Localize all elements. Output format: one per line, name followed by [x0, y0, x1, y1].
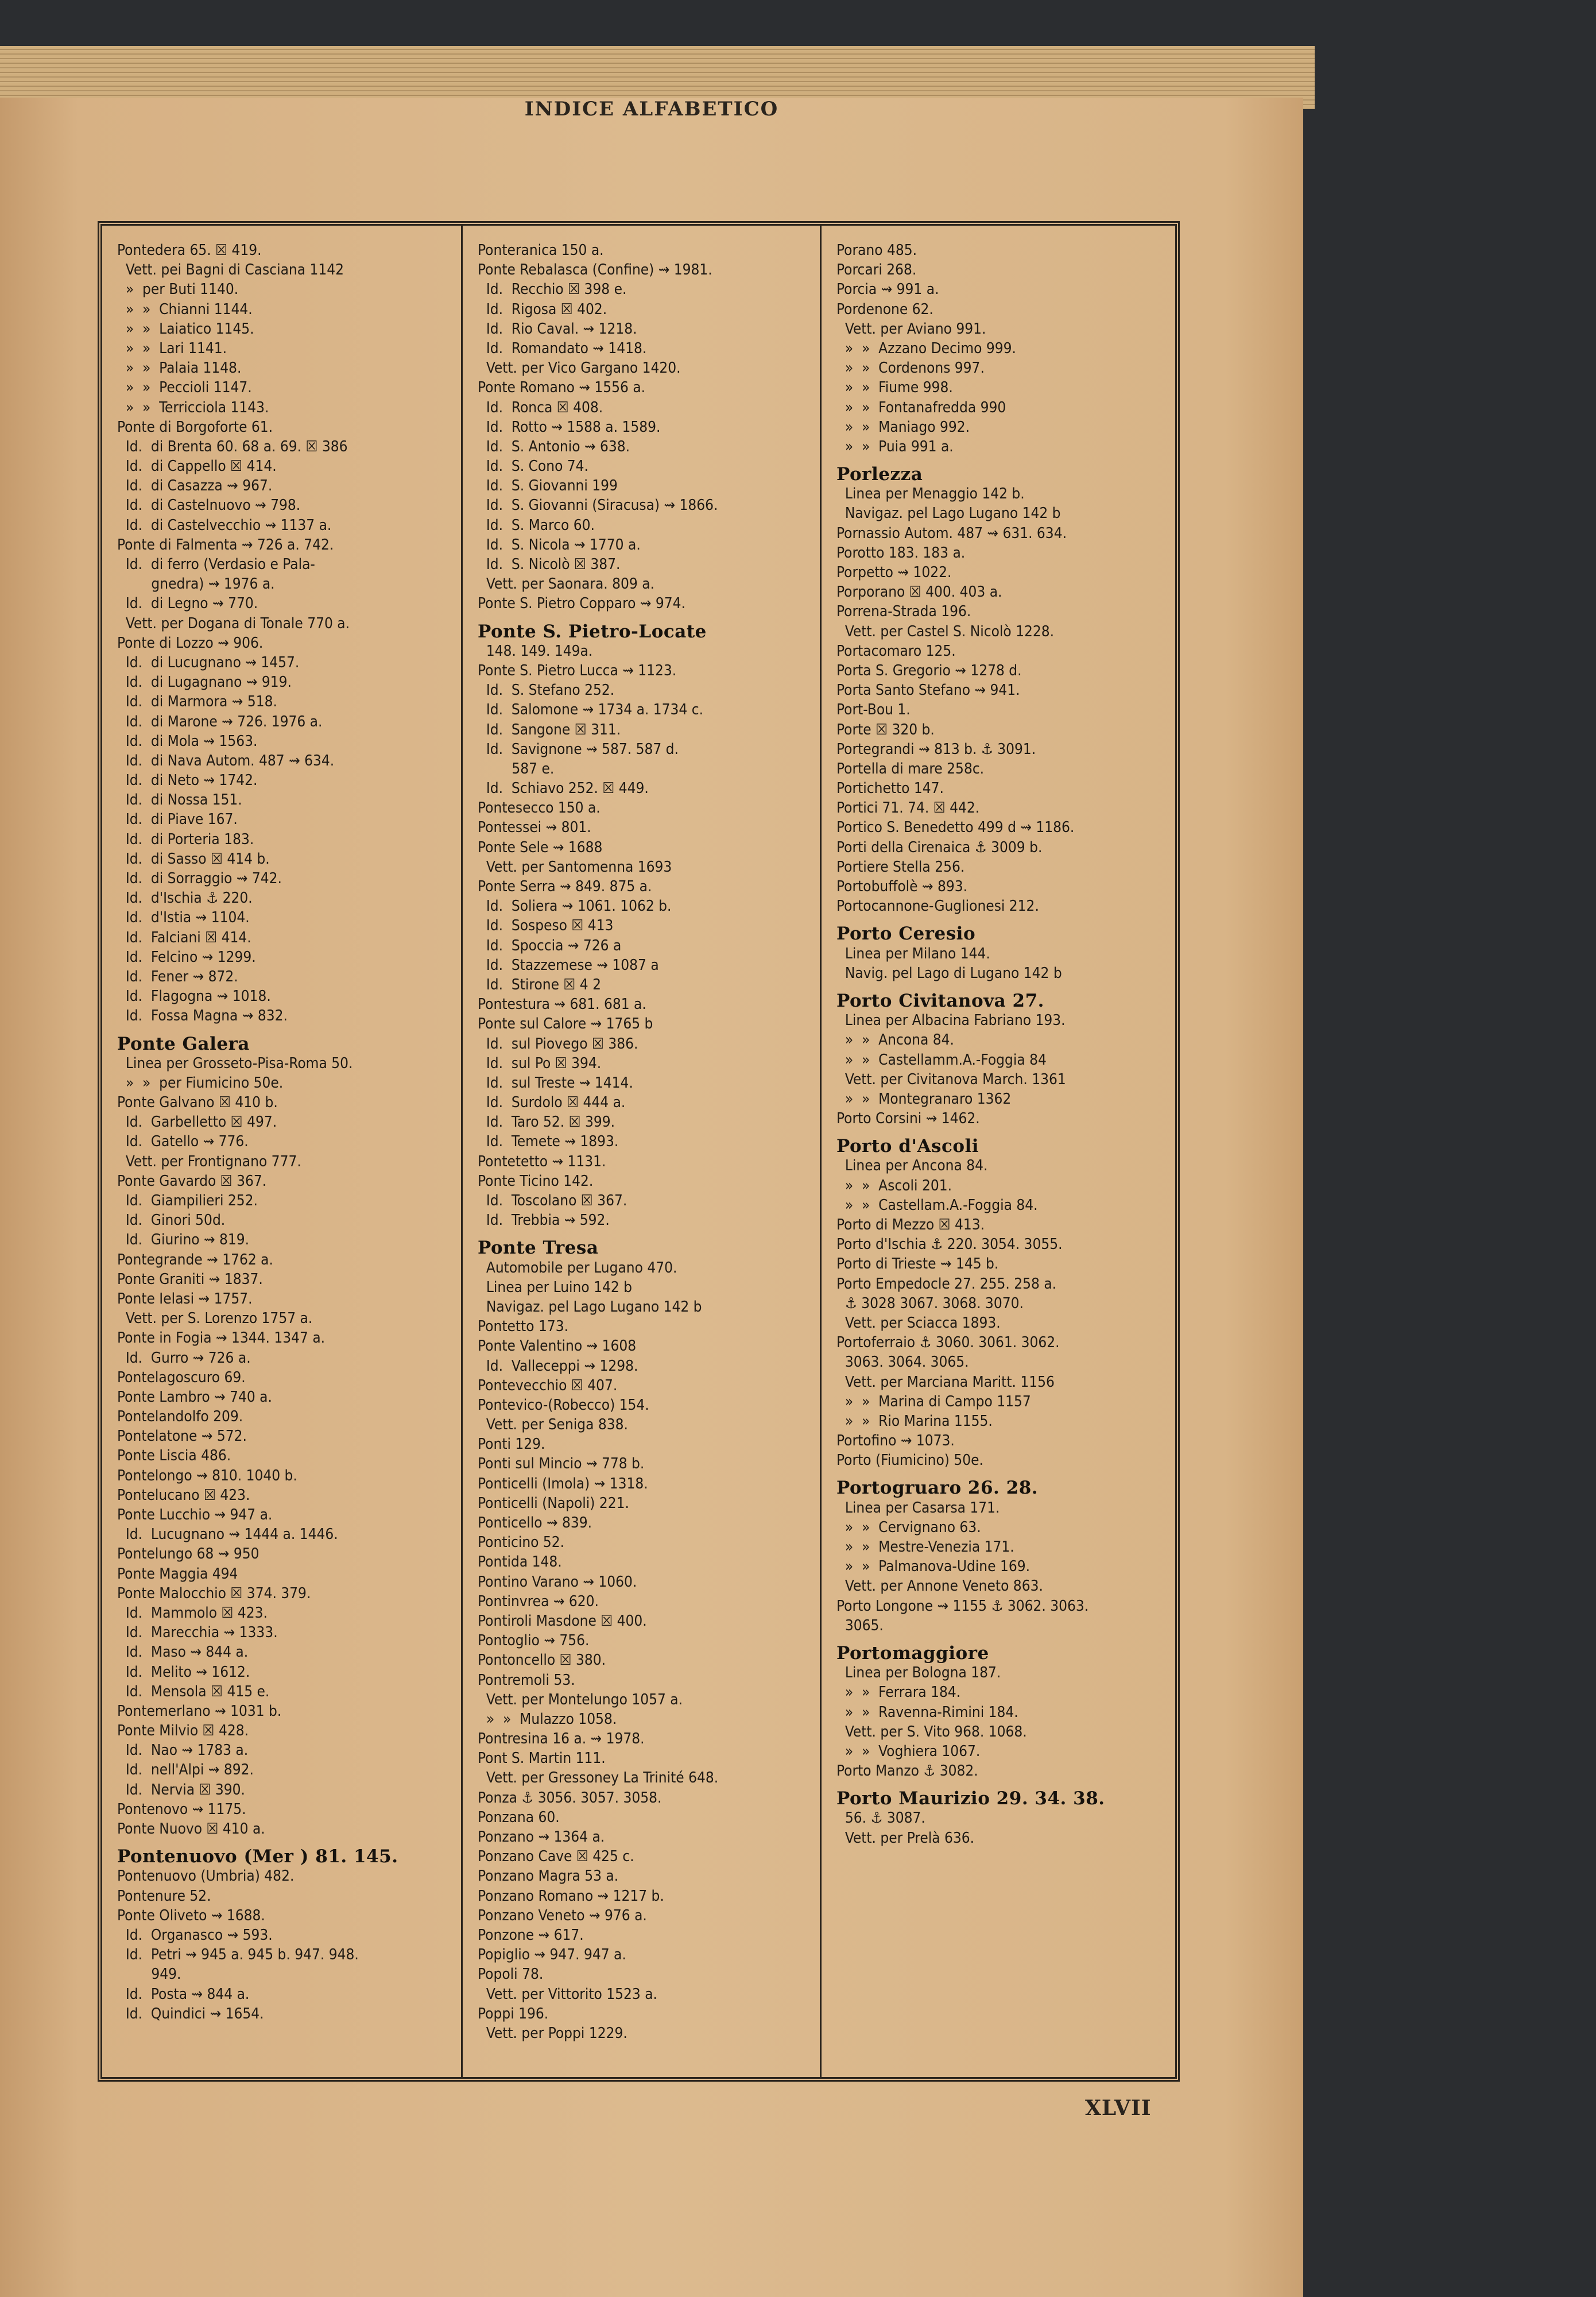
index-entry: » » Palmanova-Udine 169.: [836, 1558, 1031, 1576]
index-entry: Vett. per S. Lorenzo 1757 a.: [117, 1310, 313, 1328]
index-entry: 148. 149. 149a.: [478, 642, 593, 660]
index-entry: Id. Posta ⇝ 844 a.: [117, 1985, 250, 2003]
index-entry: Portobuffolè ⇝ 893.: [836, 878, 968, 895]
index-entry: Pontoglio ⇝ 756.: [478, 1632, 590, 1650]
index-entry: Id. di Nossa 151.: [117, 791, 242, 809]
index-entry: Ponte S. Pietro Copparo ⇝ 974.: [478, 595, 685, 613]
index-entry: Porto di Trieste ⇝ 145 b.: [836, 1255, 999, 1273]
index-entry: Ponticino 52.: [478, 1534, 565, 1552]
index-entry: Id. Garbelletto ☒ 497.: [117, 1113, 277, 1131]
index-entry: Id. di Porteria 183.: [117, 830, 254, 848]
index-entry: Pontegrande ⇝ 1762 a.: [117, 1251, 273, 1269]
index-entry: Id. di ferro (Verdasio e Pala-: [117, 556, 315, 573]
index-entry: Id. Gurro ⇝ 726 a.: [117, 1349, 251, 1367]
index-entry: Ponte Serra ⇝ 849. 875 a.: [478, 878, 652, 895]
index-entry: 56. ⚓ 3087.: [836, 1809, 925, 1827]
index-entry: Id. Ronca ☒ 408.: [478, 399, 603, 416]
index-entry: Id. Surdolo ☒ 444 a.: [478, 1094, 626, 1112]
index-entry: » » Fiume 998.: [836, 379, 953, 397]
index-entry: Vett. per Seniga 838.: [478, 1416, 628, 1434]
index-entry: Pontevecchio ☒ 407.: [478, 1376, 618, 1394]
index-entry: » » Lari 1141.: [117, 339, 227, 357]
page-folio: XLVII: [1085, 2096, 1152, 2120]
index-heading: Ponte S. Pietro-Locate: [478, 621, 707, 642]
index-entry: Linea per Bologna 187.: [836, 1664, 1001, 1682]
index-entry: gnedra) ⇝ 1976 a.: [117, 575, 275, 593]
index-entry: Navigaz. pel Lago Lugano 142 b: [836, 505, 1061, 523]
index-entry: Pontedera 65. ☒ 419.: [117, 242, 262, 259]
index-entry: Portella di mare 258c.: [836, 760, 985, 778]
index-entry: Linea per Ancona 84.: [836, 1157, 988, 1175]
index-entry: Pont S. Martin 111.: [478, 1750, 606, 1768]
index-entry: » » Rio Marina 1155.: [836, 1412, 993, 1430]
index-entry: Id. Schiavo 252. ☒ 449.: [478, 780, 649, 798]
index-entry: » » Terricciola 1143.: [117, 399, 269, 416]
index-entry: Id. S. Marco 60.: [478, 516, 595, 534]
index-entry: Id. nell'Alpi ⇝ 892.: [117, 1761, 254, 1779]
index-entry: Id. di Nava Autom. 487 ⇝ 634.: [117, 752, 335, 769]
index-entry: Porotto 183. 183 a.: [836, 544, 966, 562]
index-entry: Pontelongo ⇝ 810. 1040 b.: [117, 1467, 297, 1484]
index-entry: Ponte S. Pietro Lucca ⇝ 1123.: [478, 662, 677, 679]
index-entry: Pontinvrea ⇝ 620.: [478, 1592, 599, 1610]
index-entry: Vett. per Dogana di Tonale 770 a.: [117, 614, 350, 632]
index-entry: Porta S. Gregorio ⇝ 1278 d.: [836, 662, 1022, 679]
index-entry: Id. Taro 52. ☒ 399.: [478, 1113, 615, 1131]
index-entry: » » Azzano Decimo 999.: [836, 339, 1016, 357]
index-entry: Id. di Brenta 60. 68 a. 69. ☒ 386: [117, 438, 348, 455]
index-entry: » » Castellam.A.-Foggia 84.: [836, 1196, 1038, 1214]
index-entry: Vett. pei Bagni di Casciana 1142: [117, 261, 344, 279]
index-entry: Pontresina 16 a. ⇝ 1978.: [478, 1730, 645, 1748]
index-entry: Pordenone 62.: [836, 300, 933, 318]
index-entry: Id. Petri ⇝ 945 a. 945 b. 947. 948.: [117, 1946, 359, 1964]
index-entry: Linea per Menaggio 142 b.: [836, 485, 1025, 503]
index-entry: 3063. 3064. 3065.: [836, 1354, 969, 1371]
index-entry: Pontida 148.: [478, 1553, 562, 1571]
index-entry: Vett. per Sciacca 1893.: [836, 1314, 1001, 1332]
index-entry: Porcari 268.: [836, 261, 917, 279]
index-entry: Pontevico-(Robecco) 154.: [478, 1396, 649, 1414]
index-heading: Pontenuovo (Mer ) 81. 145.: [117, 1846, 398, 1867]
index-entry: Ponteranica 150 a.: [478, 242, 604, 259]
index-entry: Pontestura ⇝ 681. 681 a.: [478, 996, 646, 1014]
index-entry: Ponzone ⇝ 617.: [478, 1926, 584, 1944]
index-entry: Porto d'Ischia ⚓ 220. 3054. 3055.: [836, 1236, 1063, 1254]
index-entry: Id. Rotto ⇝ 1588 a. 1589.: [478, 418, 661, 436]
index-entry: Id. di Cappello ☒ 414.: [117, 458, 277, 475]
index-entry: 3065.: [836, 1617, 884, 1634]
index-entry: Id. Stirone ☒ 4 2: [478, 976, 601, 993]
index-entry: Id. di Legno ⇝ 770.: [117, 595, 258, 613]
index-entry: Ponti 129.: [478, 1436, 545, 1453]
index-column-3: [820, 226, 1175, 2077]
index-entry: Popoli 78.: [478, 1966, 544, 1983]
index-entry: Id. Toscolano ☒ 367.: [478, 1192, 627, 1209]
index-entry: Portiere Stella 256.: [836, 858, 965, 876]
index-entry: » » Cordenons 997.: [836, 359, 985, 377]
index-entry: Ponte Gavardo ☒ 367.: [117, 1172, 267, 1190]
index-entry: » » Marina di Campo 1157: [836, 1393, 1031, 1410]
index-entry: » » Ferrara 184.: [836, 1684, 961, 1702]
index-entry: Id. Salomone ⇝ 1734 a. 1734 c.: [478, 701, 704, 719]
index-entry: Ponte Ielasi ⇝ 1757.: [117, 1290, 253, 1308]
index-entry: Id. Recchio ☒ 398 e.: [478, 281, 627, 299]
index-entry: 949.: [117, 1966, 181, 1983]
index-entry: Pontesecco 150 a.: [478, 799, 601, 817]
index-entry: Id. Marecchia ⇝ 1333.: [117, 1624, 278, 1642]
index-frame: [98, 221, 1180, 2082]
index-entry: Poppi 196.: [478, 2005, 549, 2023]
index-entry: » » Cervignano 63.: [836, 1518, 981, 1536]
index-entry: Porto (Fiumicino) 50e.: [836, 1452, 983, 1470]
index-entry: Portofino ⇝ 1073.: [836, 1432, 955, 1450]
index-entry: Id. Mensola ☒ 415 e.: [117, 1683, 270, 1700]
index-entry: Id. Organasco ⇝ 593.: [117, 1926, 273, 1944]
index-entry: Id. di Neto ⇝ 1742.: [117, 772, 258, 790]
index-entry: Pontetetto ⇝ 1131.: [478, 1153, 606, 1170]
index-entry: Id. di Marone ⇝ 726. 1976 a.: [117, 713, 323, 730]
index-entry: Portegrandi ⇝ 813 b. ⚓ 3091.: [836, 740, 1036, 758]
index-entry: Automobile per Lugano 470.: [478, 1259, 677, 1277]
index-entry: Id. Nao ⇝ 1783 a.: [117, 1742, 249, 1760]
index-entry: Ponte Milvio ☒ 428.: [117, 1722, 249, 1740]
index-entry: Id. Giurino ⇝ 819.: [117, 1231, 250, 1249]
index-entry: Ponte Nuovo ☒ 410 a.: [117, 1820, 265, 1838]
index-entry: Id. Gatello ⇝ 776.: [117, 1133, 249, 1151]
index-entry: Id. Giampilieri 252.: [117, 1192, 258, 1209]
index-entry: Id. Sospeso ☒ 413: [478, 917, 614, 935]
index-entry: Vett. per Annone Veneto 863.: [836, 1577, 1043, 1595]
index-entry: Ponte di Falmenta ⇝ 726 a. 742.: [117, 536, 334, 554]
index-entry: Vett. per S. Vito 968. 1068.: [836, 1723, 1027, 1741]
index-entry: Id. S. Antonio ⇝ 638.: [478, 438, 630, 455]
index-entry: Ponte in Fogia ⇝ 1344. 1347 a.: [117, 1329, 326, 1347]
index-entry: Vett. per Prelà 636.: [836, 1829, 975, 1847]
index-entry: Pontetto 173.: [478, 1318, 569, 1336]
index-entry: Id. Rigosa ☒ 402.: [478, 300, 607, 318]
index-entry: Pontremoli 53.: [478, 1671, 575, 1689]
index-entry: Ponzano ⇝ 1364 a.: [478, 1828, 605, 1846]
index-entry: Pontenuovo (Umbria) 482.: [117, 1867, 295, 1885]
index-entry: Vett. per Aviano 991.: [836, 320, 986, 338]
index-entry: Id. Fossa Magna ⇝ 832.: [117, 1007, 288, 1025]
index-entry: Id. d'Ischia ⚓ 220.: [117, 890, 253, 907]
index-entry: Id. Temete ⇝ 1893.: [478, 1133, 619, 1151]
index-entry: Id. Rio Caval. ⇝ 1218.: [478, 320, 637, 338]
index-entry: Pontelucano ☒ 423.: [117, 1486, 250, 1504]
index-entry: Ponte Maggia 494: [117, 1565, 238, 1583]
index-entry: Vett. per Vittorito 1523 a.: [478, 1985, 657, 2003]
index-entry: Pontelatone ⇝ 572.: [117, 1428, 247, 1445]
index-entry: Porano 485.: [836, 242, 917, 259]
index-entry: » » per Fiumicino 50e.: [117, 1074, 284, 1092]
index-entry: » » Puia 991 a.: [836, 438, 954, 455]
index-entry: ⚓ 3028 3067. 3068. 3070.: [836, 1294, 1024, 1312]
index-entry: Id. sul Treste ⇝ 1414.: [478, 1074, 633, 1092]
index-heading: Ponte Galera: [117, 1033, 250, 1054]
index-entry: Porto Manzo ⚓ 3082.: [836, 1762, 978, 1780]
index-entry: Id. d'Istia ⇝ 1104.: [117, 909, 250, 927]
running-title: INDICE ALFABETICO: [524, 98, 779, 121]
index-entry: » » Montegranaro 1362: [836, 1090, 1012, 1108]
index-entry: » » Mestre-Venezia 171.: [836, 1538, 1014, 1556]
index-entry: Ponti sul Mincio ⇝ 778 b.: [478, 1455, 645, 1473]
index-entry: Porta Santo Stefano ⇝ 941.: [836, 682, 1020, 699]
index-entry: Porto Empedocle 27. 255. 258 a.: [836, 1275, 1057, 1293]
index-entry: Id. Sangone ☒ 311.: [478, 721, 621, 738]
index-entry: » » Ravenna-Rimini 184.: [836, 1703, 1018, 1721]
index-entry: Ponticelli (Napoli) 221.: [478, 1494, 629, 1512]
index-heading: Porto Maurizio 29. 34. 38.: [836, 1788, 1105, 1809]
index-entry: Porrena-Strada 196.: [836, 603, 971, 621]
index-entry: Ponzano Romano ⇝ 1217 b.: [478, 1887, 664, 1905]
index-entry: Id. Stazzemese ⇝ 1087 a: [478, 956, 659, 974]
index-entry: Vett. per Marciana Maritt. 1156: [836, 1373, 1055, 1391]
index-entry: Ponte Ticino 142.: [478, 1172, 594, 1190]
index-entry: Id. S. Stefano 252.: [478, 682, 615, 699]
index-entry: Porto Longone ⇝ 1155 ⚓ 3062. 3063.: [836, 1597, 1089, 1615]
index-entry: Vett. per Frontignano 777.: [117, 1153, 301, 1170]
index-entry: Ponzano Veneto ⇝ 976 a.: [478, 1907, 647, 1924]
index-entry: Id. Flagogna ⇝ 1018.: [117, 988, 271, 1006]
index-entry: Ponte Lucchio ⇝ 947 a.: [117, 1506, 273, 1523]
index-heading: Ponte Tresa: [478, 1238, 599, 1259]
index-entry: Id. di Lugagnano ⇝ 919.: [117, 674, 292, 691]
index-entry: Ponzano Cave ☒ 425 c.: [478, 1848, 634, 1866]
index-entry: Ponte Liscia 486.: [117, 1447, 231, 1465]
index-entry: Porcia ⇝ 991 a.: [836, 281, 939, 299]
index-entry: Pontelungo 68 ⇝ 950: [117, 1545, 259, 1563]
index-entry: Id. Soliera ⇝ 1061. 1062 b.: [478, 898, 672, 915]
index-entry: Porto di Mezzo ☒ 413.: [836, 1216, 985, 1233]
index-entry: Ponte Galvano ☒ 410 b.: [117, 1094, 278, 1112]
index-entry: Id. di Marmora ⇝ 518.: [117, 693, 277, 711]
index-entry: Pontelandolfo 209.: [117, 1408, 243, 1426]
index-entry: Ponte Valentino ⇝ 1608: [478, 1337, 637, 1355]
index-entry: Porporano ☒ 400. 403 a.: [836, 583, 1002, 601]
index-entry: » » Castellamm.A.-Foggia 84: [836, 1051, 1047, 1069]
index-entry: » per Buti 1140.: [117, 281, 239, 299]
index-entry: » » Fontanafredda 990: [836, 399, 1006, 416]
index-entry: Porte ☒ 320 b.: [836, 721, 935, 738]
index-entry: Id. Maso ⇝ 844 a.: [117, 1644, 249, 1661]
index-entry: Ponticelli (Imola) ⇝ 1318.: [478, 1475, 648, 1492]
index-entry: Vett. per Montelungo 1057 a.: [478, 1691, 683, 1708]
index-heading: Porlezza: [836, 464, 923, 485]
index-entry: Linea per Casarsa 171.: [836, 1499, 1000, 1517]
index-entry: » » Palaia 1148.: [117, 359, 242, 377]
index-entry: Id. Falciani ☒ 414.: [117, 929, 251, 946]
index-entry: Id. di Castelnuovo ⇝ 798.: [117, 497, 301, 515]
index-heading: Porto Civitanova 27.: [836, 990, 1044, 1011]
index-entry: Ponte Oliveto ⇝ 1688.: [117, 1907, 265, 1924]
index-entry: Id. Spoccia ⇝ 726 a: [478, 937, 622, 954]
index-entry: Pontino Varano ⇝ 1060.: [478, 1573, 637, 1591]
index-entry: Porpetto ⇝ 1022.: [836, 564, 952, 581]
index-entry: Id. S. Giovanni (Siracusa) ⇝ 1866.: [478, 497, 718, 515]
index-entry: Navig. pel Lago di Lugano 142 b: [836, 964, 1062, 982]
index-entry: Ponzano Magra 53 a.: [478, 1867, 619, 1885]
index-entry: Linea per Grosseto-Pisa-Roma 50.: [117, 1054, 353, 1072]
index-entry: Pontenure 52.: [117, 1887, 211, 1905]
index-entry: Ponte di Lozzo ⇝ 906.: [117, 634, 264, 652]
index-entry: Id. di Mola ⇝ 1563.: [117, 732, 258, 750]
index-entry: Id. Valleceppi ⇝ 1298.: [478, 1357, 638, 1375]
index-entry: » » Chianni 1144.: [117, 300, 253, 318]
index-entry: Portacomaro 125.: [836, 642, 956, 660]
index-entry: Vett. per Castel S. Nicolò 1228.: [836, 622, 1055, 640]
index-column-1: [102, 226, 461, 2077]
index-entry: Pontelagoscuro 69.: [117, 1368, 246, 1386]
index-entry: Popiglio ⇝ 947. 947 a.: [478, 1946, 626, 1964]
index-entry: Ponte Malocchio ☒ 374. 379.: [117, 1584, 311, 1602]
index-entry: Vett. per Saonara. 809 a.: [478, 575, 654, 593]
index-entry: » » Maniago 992.: [836, 418, 970, 436]
index-entry: Porti della Cirenaica ⚓ 3009 b.: [836, 838, 1043, 856]
index-entry: Ponzana 60.: [478, 1808, 560, 1826]
index-entry: Pontenovo ⇝ 1175.: [117, 1800, 246, 1818]
index-entry: Pontiroli Masdone ☒ 400.: [478, 1612, 647, 1630]
index-entry: Linea per Albacina Fabriano 193.: [836, 1012, 1066, 1030]
index-entry: Id. di Piave 167.: [117, 811, 238, 829]
index-entry: Ponte Rebalasca (Confine) ⇝ 1981.: [478, 261, 712, 279]
index-entry: Id. di Sasso ☒ 414 b.: [117, 850, 270, 868]
index-entry: Ponte Romano ⇝ 1556 a.: [478, 379, 646, 397]
index-entry: Id. Savignone ⇝ 587. 587 d.: [478, 740, 679, 758]
index-entry: » » Ascoli 201.: [836, 1177, 952, 1194]
index-entry: 587 e.: [478, 760, 555, 778]
index-entry: Vett. per Vico Gargano 1420.: [478, 359, 681, 377]
index-entry: Ponte Lambro ⇝ 740 a.: [117, 1388, 272, 1406]
index-entry: » » Voghiera 1067.: [836, 1742, 981, 1760]
index-entry: Ponte di Borgoforte 61.: [117, 418, 273, 436]
index-entry: Id. di Castelvecchio ⇝ 1137 a.: [117, 516, 332, 534]
index-heading: Porto d'Ascoli: [836, 1136, 979, 1157]
index-entry: Porto Corsini ⇝ 1462.: [836, 1110, 980, 1128]
index-entry: Id. Mammolo ☒ 423.: [117, 1604, 268, 1622]
index-entry: » » Mulazzo 1058.: [478, 1710, 617, 1728]
index-entry: » » Laiatico 1145.: [117, 320, 254, 338]
index-entry: Portocannone-Guglionesi 212.: [836, 898, 1039, 915]
index-entry: » » Ancona 84.: [836, 1031, 954, 1049]
index-entry: Ponte Sele ⇝ 1688: [478, 838, 603, 856]
index-entry: Id. Lucugnano ⇝ 1444 a. 1446.: [117, 1526, 338, 1544]
index-entry: Id. S. Nicolò ☒ 387.: [478, 556, 621, 573]
index-entry: Id. Felcino ⇝ 1299.: [117, 948, 256, 966]
index-entry: Id. di Lucugnano ⇝ 1457.: [117, 653, 300, 671]
index-entry: Linea per Milano 144.: [836, 945, 990, 962]
index-entry: Ponte sul Calore ⇝ 1765 b: [478, 1015, 653, 1033]
index-entry: Vett. per Gressoney La Trinité 648.: [478, 1769, 719, 1787]
index-entry: Navigaz. pel Lago Lugano 142 b: [478, 1298, 702, 1316]
index-entry: Pornassio Autom. 487 ⇝ 631. 634.: [836, 524, 1067, 542]
index-entry: Id. Ginori 50d.: [117, 1212, 226, 1229]
index-entry: Ponza ⚓ 3056. 3057. 3058.: [478, 1789, 662, 1807]
index-entry: Id. Romandato ⇝ 1418.: [478, 339, 647, 357]
index-entry: Id. di Sorraggio ⇝ 742.: [117, 870, 282, 887]
index-entry: Id. Fener ⇝ 872.: [117, 968, 238, 985]
index-entry: Pontoncello ☒ 380.: [478, 1652, 606, 1669]
index-entry: Portoferraio ⚓ 3060. 3061. 3062.: [836, 1334, 1060, 1352]
index-entry: Portico S. Benedetto 499 d ⇝ 1186.: [836, 819, 1075, 837]
index-entry: Id. S. Nicola ⇝ 1770 a.: [478, 536, 641, 554]
index-entry: » » Peccioli 1147.: [117, 379, 252, 397]
index-column-2: [461, 226, 820, 2077]
index-entry: Id. sul Piovego ☒ 386.: [478, 1035, 638, 1053]
index-heading: Porto Ceresio: [836, 923, 976, 945]
index-entry: Portichetto 147.: [836, 780, 944, 798]
index-heading: Portogruaro 26. 28.: [836, 1478, 1039, 1499]
index-entry: Portici 71. 74. ☒ 442.: [836, 799, 980, 817]
index-entry: Id. S. Cono 74.: [478, 458, 588, 475]
index-entry: Ponticello ⇝ 839.: [478, 1514, 592, 1532]
index-entry: Id. Nervia ☒ 390.: [117, 1781, 245, 1799]
index-entry: Linea per Luino 142 b: [478, 1278, 633, 1296]
index-entry: Id. di Casazza ⇝ 967.: [117, 477, 273, 495]
index-entry: Pontessei ⇝ 801.: [478, 819, 591, 837]
index-entry: Id. Quindici ⇝ 1654.: [117, 2005, 264, 2023]
index-entry: Vett. per Civitanova March. 1361: [836, 1070, 1066, 1088]
index-heading: Portomaggiore: [836, 1642, 989, 1664]
index-entry: Port-Bou 1.: [836, 701, 911, 719]
index-entry: Pontemerlano ⇝ 1031 b.: [117, 1702, 282, 1720]
index-entry: Vett. per Santomenna 1693: [478, 858, 672, 876]
index-entry: Id. sul Po ☒ 394.: [478, 1054, 602, 1072]
index-entry: Id. S. Giovanni 199: [478, 477, 618, 495]
index-entry: Vett. per Poppi 1229.: [478, 2024, 627, 2042]
index-entry: Ponte Graniti ⇝ 1837.: [117, 1270, 263, 1288]
index-entry: Id. Trebbia ⇝ 592.: [478, 1212, 610, 1229]
index-entry: Id. Melito ⇝ 1612.: [117, 1663, 250, 1681]
